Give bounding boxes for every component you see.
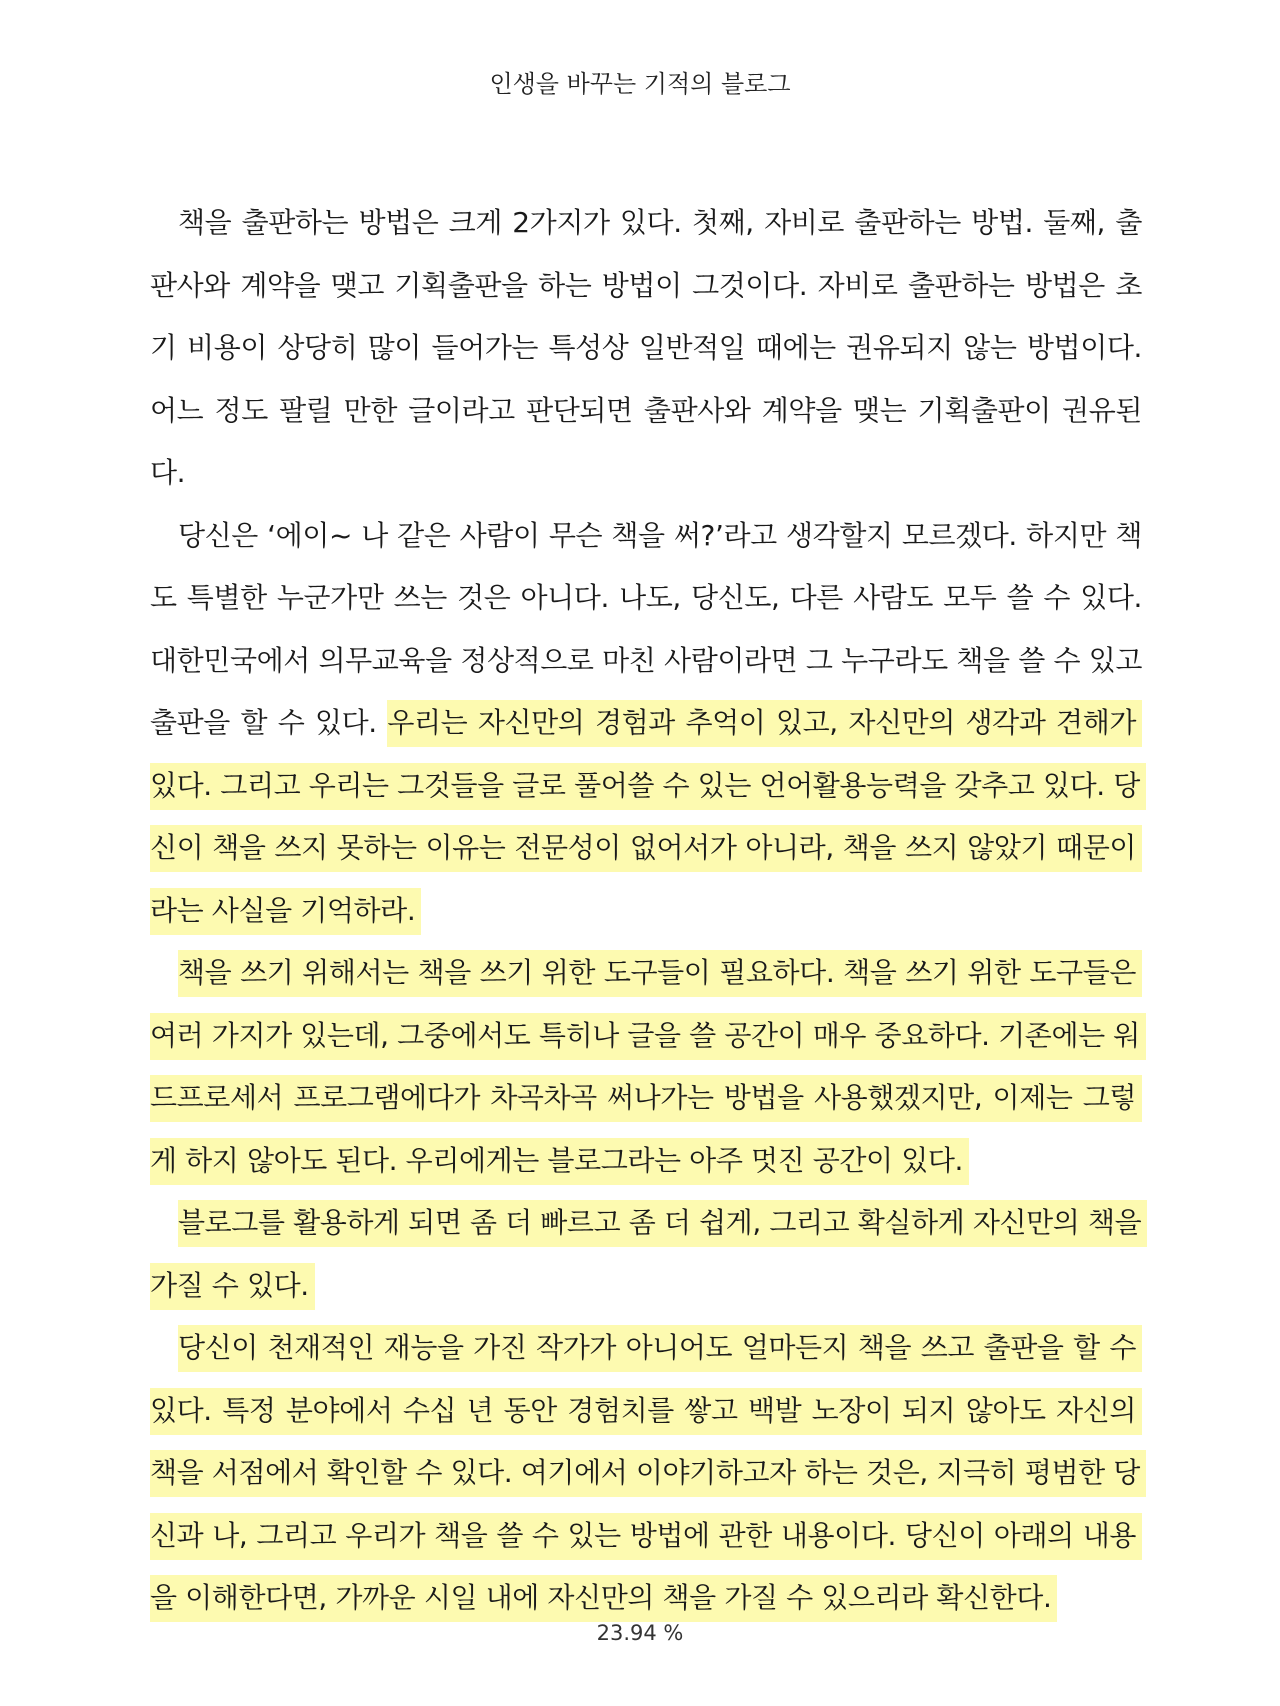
paragraph-2-text: 당신은 ‘에이~ 나 같은 사람이 무슨 책을 써?’라고 생각할지 모르겠다. 하지만 책도 특별한 누군가만 쓰는 것은 아니다. 나도, 당신도, 다른 사람도 모두 쓸 수 있다. 대한민국에서 의무교육을 정상적으로 마친 사람이라면 그 누구라도 책을 쓸 수 있고 출판을 할 수 있다. — [150, 518, 1142, 739]
paragraph-3[interactable] — [150, 942, 1142, 1192]
paragraph-5[interactable] — [150, 1317, 1142, 1630]
paragraph-1-text: 책을 출판하는 방법은 크게 2가지가 있다. 첫째, 자비로 출판하는 방법. 둘째, 출판사와 계약을 맺고 기획출판을 하는 방법이 그것이다. 자비로 출판하는 방법은 초기 비용이 상당히 많이 들어가는 특성상 일반적일 때에는 권유되지 않는 방법이다. 어느 정도 팔릴 만한 글이라고 판단되면 출판사와 계약을 맺는 기획출판이 권유된다. — [150, 206, 1142, 489]
highlight-4[interactable]: 당신이 천재적인 재능을 가진 작가가 아니어도 얼마든지 책을 쓰고 출판을 할 수 있다. 특정 분야에서 수십 년 동안 경험치를 쌓고 백발 노장이 되지 않아도 자신의 책을 서점에서 확인할 수 있다. 여기에서 이야기하고자 하는 것은, 지극히 평범한 당신과 나, 그리고 우리가 책을 쓸 수 있는 방법에 관한 내용이다. 당신이 아래의 내용을 이해한다면, 가까운 시일 내에 자신만의 책을 가질 수 있으리라 확신한다. — [150, 1325, 1146, 1622]
paragraph-1[interactable] — [150, 192, 1142, 505]
book-title: 인생을 바꾸는 기적의 블로그 — [489, 70, 791, 98]
reading-content[interactable] — [150, 192, 1142, 1630]
highlight-1[interactable]: 우리는 자신만의 경험과 추억이 있고, 자신만의 생각과 견해가 있다. 그리고 우리는 그것들을 글로 풀어쓸 수 있는 언어활용능력을 갖추고 있다. 당신이 책을 쓰지 못하는 이유는 전문성이 없어서가 아니라, 책을 쓰지 않았기 때문이라는 사실을 기억하라. — [150, 700, 1146, 935]
highlight-2[interactable]: 책을 쓰기 위해서는 책을 쓰기 위한 도구들이 필요하다. 책을 쓰기 위한 도구들은 여러 가지가 있는데, 그중에서도 특히나 글을 쓸 공간이 매우 중요하다. 기존에는 워드프로세서 프로그램에다가 차곡차곡 써나가는 방법을 사용했겠지만, 이제는 그렇게 하지 않아도 된다. 우리에게는 블로그라는 아주 멋진 공간이 있다. — [150, 950, 1146, 1185]
paragraph-2[interactable] — [150, 505, 1142, 943]
paragraph-4[interactable] — [150, 1192, 1142, 1317]
reading-progress: 23.94 % — [596, 1621, 684, 1645]
highlight-3[interactable]: 블로그를 활용하게 되면 좀 더 빠르고 좀 더 쉽게, 그리고 확실하게 자신만의 책을 가질 수 있다. — [150, 1200, 1147, 1310]
